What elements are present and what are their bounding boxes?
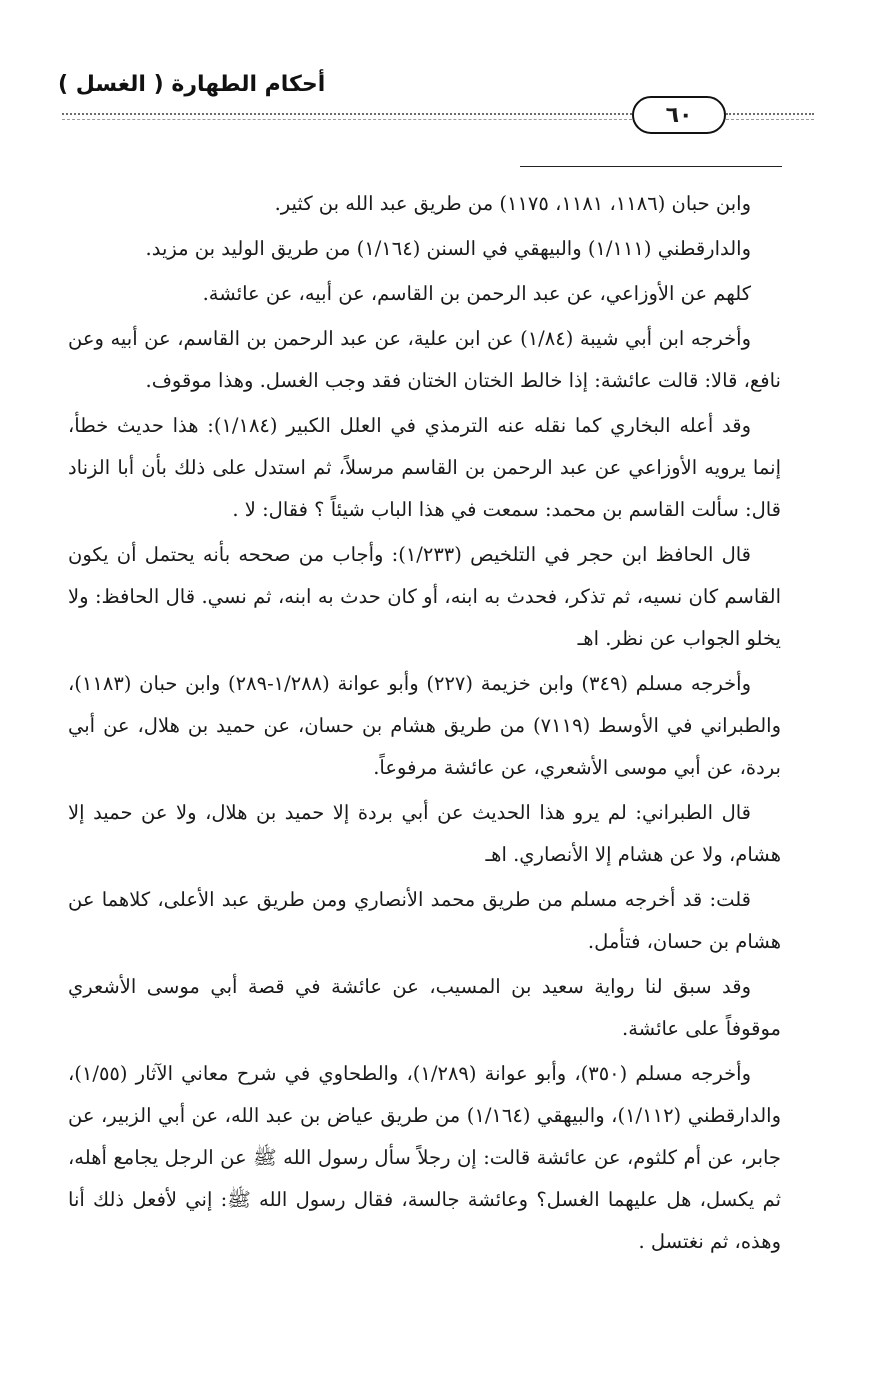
paragraph: وأخرجه ابن أبي شيبة (١/٨٤) عن ابن علية، عن عبد الرحمن بن القاسم، عن أبيه وعن نافع، قالا: قالت عائشة: إذا خالط الختان الختان فقد وجب الغسل. وهذا موقوف. — [68, 327, 781, 392]
header-divider-right — [726, 113, 814, 120]
paragraph: والدارقطني (١/١١١) والبيهقي في السنن (١/١٦٤) من طريق الوليد بن مزيد. — [145, 237, 751, 260]
running-header-title: أحكام الطهارة ( الغسل ) — [58, 72, 326, 97]
paragraph: قلت: قد أخرجه مسلم من طريق محمد الأنصاري ومن طريق عبد الأعلى، كلاهما عن هشام بن حسان، فتأمل. — [68, 888, 781, 953]
paragraph: وقد سبق لنا رواية سعيد بن المسيب، عن عائشة في قصة أبي موسى الأشعري موقوفاً على عائشة. — [68, 975, 781, 1040]
paragraph: وأخرجه مسلم (٣٥٠)، وأبو عوانة (١/٢٨٩)، والطحاوي في شرح معاني الآثار (١/٥٥)، والدارقطني (١/١١٢)، والبيهقي (١/١٦٤) من طريق عياض بن عبد الله، عن أبي الزبير، عن جابر، عن أم كلثوم، عن عائشة قالت: إن رجلاً سأل رسول الله ﷺ عن الرجل يجامع أهله، ثم يكسل، هل عليهما الغسل؟ وعائشة جالسة، فقال رسول الله ﷺ: إني لأفعل ذلك أنا وهذه، ثم نغتسل . — [68, 1062, 781, 1253]
paragraph: وقد أعله البخاري كما نقله عنه الترمذي في العلل الكبير (١/١٨٤): هذا حديث خطأ، إنما يرويه الأوزاعي عن عبد الرحمن بن القاسم مرسلاً، ثم استدل على ذلك بأن أبا الزناد قال: سألت القاسم بن محمد: سمعت في هذا الباب شيئاً ؟ فقال: لا . — [68, 414, 781, 521]
footnote-separator — [520, 166, 782, 167]
paragraph: كلهم عن الأوزاعي، عن عبد الرحمن بن القاسم، عن أبيه، عن عائشة. — [202, 282, 751, 305]
paragraph: قال الحافظ ابن حجر في التلخيص (١/٢٣٣): وأجاب من صححه بأنه يحتمل أن يكون القاسم كان نسيه، ثم تذكر، فحدث به ابنه، أو كان حدث به ابنه، ثم نسي. قال الحافظ: ولا يخلو الجواب عن نظر. اهـ — [68, 543, 781, 650]
paragraph: قال الطبراني: لم يرو هذا الحديث عن أبي بردة إلا حميد بن هلال، ولا عن حميد إلا هشام، ولا عن هشام إلا الأنصاري. اهـ — [68, 801, 781, 866]
header-divider-left — [62, 113, 632, 120]
paragraph: وابن حبان (١١٨٦، ١١٨١، ١١٧٥) من طريق عبد الله بن كثير. — [274, 192, 751, 215]
footnote-text — [68, 183, 781, 1266]
paragraph: وأخرجه مسلم (٣٤٩) وابن خزيمة (٢٢٧) وأبو عوانة (١/٢٨٨-٢٨٩) وابن حبان (١١٨٣)، والطبراني في الأوسط (٧١١٩) من طريق هشام بن حسان، عن حميد بن هلال، عن أبي بردة، عن أبي موسى الأشعري، عن عائشة مرفوعاً. — [68, 672, 781, 779]
page-number: ٦٠ — [632, 96, 726, 134]
